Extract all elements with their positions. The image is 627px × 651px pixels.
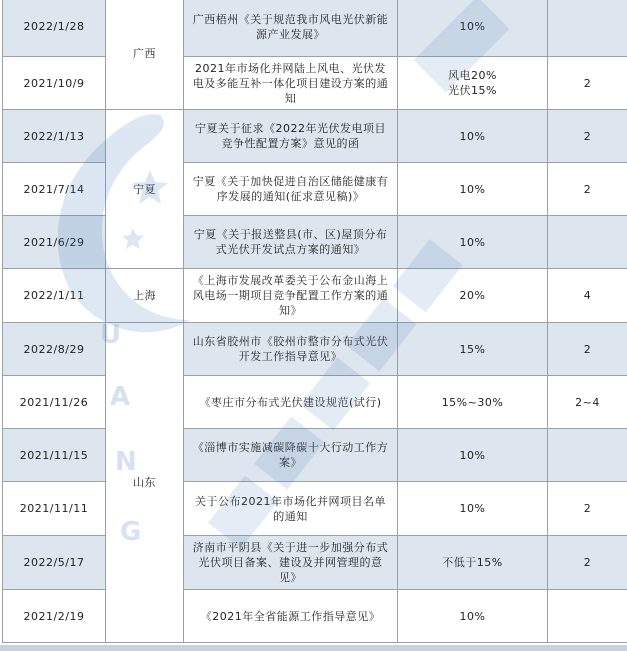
date-cell: 2022/1/13 — [3, 110, 106, 163]
storage-hours-cell — [548, 216, 627, 269]
storage-hours-cell: 2 — [548, 163, 627, 216]
date-cell: 2022/1/28 — [3, 0, 106, 57]
date-cell: 2021/7/14 — [3, 163, 106, 216]
storage-hours-cell — [548, 590, 627, 643]
region-cell: 宁夏 — [106, 110, 184, 269]
storage-ratio-cell: 10% — [398, 482, 548, 536]
policy-cell: 宁夏《关于报送整县(市、区)屋顶分布式光伏开发试点方案的通知》 — [184, 216, 398, 269]
policy-cell: 2021年市场化并网陆上风电、光伏发电及多能互补一体化项目建设方案的通知 — [184, 57, 398, 110]
watermark-letter: N — [115, 447, 137, 477]
table-row — [3, 590, 627, 643]
storage-hours-cell — [548, 0, 627, 57]
storage-hours-cell: 2~4 — [548, 376, 627, 429]
storage-hours-cell — [548, 429, 627, 482]
policy-cell: 《上海市发展改革委关于公布金山海上风电场一期项目竞争配置工作方案的通知》 — [184, 269, 398, 323]
region-cell: 山东 — [106, 323, 184, 643]
date-cell: 2021/11/15 — [3, 429, 106, 482]
storage-ratio-cell: 10% — [398, 110, 548, 163]
storage-ratio-cell: 10% — [398, 590, 548, 643]
watermark-letter: A — [110, 382, 131, 412]
energy-storage-policy-table — [2, 0, 627, 643]
policy-cell: 《淄博市实施减碳降碳十大行动工作方案》 — [184, 429, 398, 482]
date-cell: 2021/6/29 — [3, 216, 106, 269]
storage-ratio-cell: 风电20% 光伏15% — [398, 57, 548, 110]
table-row — [3, 536, 627, 590]
date-cell: 2021/11/26 — [3, 376, 106, 429]
table-row — [3, 323, 627, 376]
storage-hours-cell: 2 — [548, 536, 627, 590]
date-cell: 2022/5/17 — [3, 536, 106, 590]
policy-cell: 《枣庄市分布式光伏建设规范(试行) — [184, 376, 398, 429]
watermark-letter: G — [120, 517, 142, 547]
table-row — [3, 482, 627, 536]
table-row — [3, 110, 627, 163]
storage-ratio-cell: 15%~30% — [398, 376, 548, 429]
policy-cell: 《2021年全省能源工作指导意见》 — [184, 590, 398, 643]
storage-ratio-cell: 10% — [398, 429, 548, 482]
storage-hours-cell: 4 — [548, 269, 627, 323]
storage-ratio-cell: 10% — [398, 0, 548, 57]
date-cell: 2021/11/11 — [3, 482, 106, 536]
storage-hours-cell: 2 — [548, 323, 627, 376]
table-row — [3, 216, 627, 269]
storage-hours-cell: 2 — [548, 482, 627, 536]
region-cell: 广西 — [106, 0, 184, 110]
storage-hours-cell: 2 — [548, 110, 627, 163]
storage-hours-cell: 2 — [548, 57, 627, 110]
policy-cell: 山东省胶州市《胶州市整市分布式光伏开发工作指导意见》 — [184, 323, 398, 376]
table-row — [3, 376, 627, 429]
date-cell: 2021/2/19 — [3, 590, 106, 643]
date-cell: 2021/10/9 — [3, 57, 106, 110]
policy-cell: 关于公布2021年市场化并网项目名单的通知 — [184, 482, 398, 536]
policy-cell: 宁夏关于征求《2022年光伏发电项目竞争性配置方案》意见的函 — [184, 110, 398, 163]
storage-ratio-cell: 10% — [398, 216, 548, 269]
storage-ratio-cell: 不低于15% — [398, 536, 548, 590]
policy-cell: 广西梧州《关于规范我市风电光伏新能源产业发展》 — [184, 0, 398, 57]
policy-cell: 宁夏《关于加快促进自治区储能健康有序发展的通知(征求意见稿)》 — [184, 163, 398, 216]
storage-ratio-cell: 15% — [398, 323, 548, 376]
date-cell: 2022/8/29 — [3, 323, 106, 376]
table-row — [3, 269, 627, 323]
region-cell: 上海 — [106, 269, 184, 323]
storage-ratio-cell: 10% — [398, 163, 548, 216]
storage-ratio-cell: 20% — [398, 269, 548, 323]
table-bottom-edge — [0, 645, 627, 651]
table-row — [3, 163, 627, 216]
watermark-letter: U — [100, 320, 122, 350]
table-row — [3, 0, 627, 57]
policy-cell: 济南市平阴县《关于进一步加强分布式光伏项目备案、建设及并网管理的意见》 — [184, 536, 398, 590]
table-row — [3, 57, 627, 110]
date-cell: 2022/1/11 — [3, 269, 106, 323]
table-row — [3, 429, 627, 482]
